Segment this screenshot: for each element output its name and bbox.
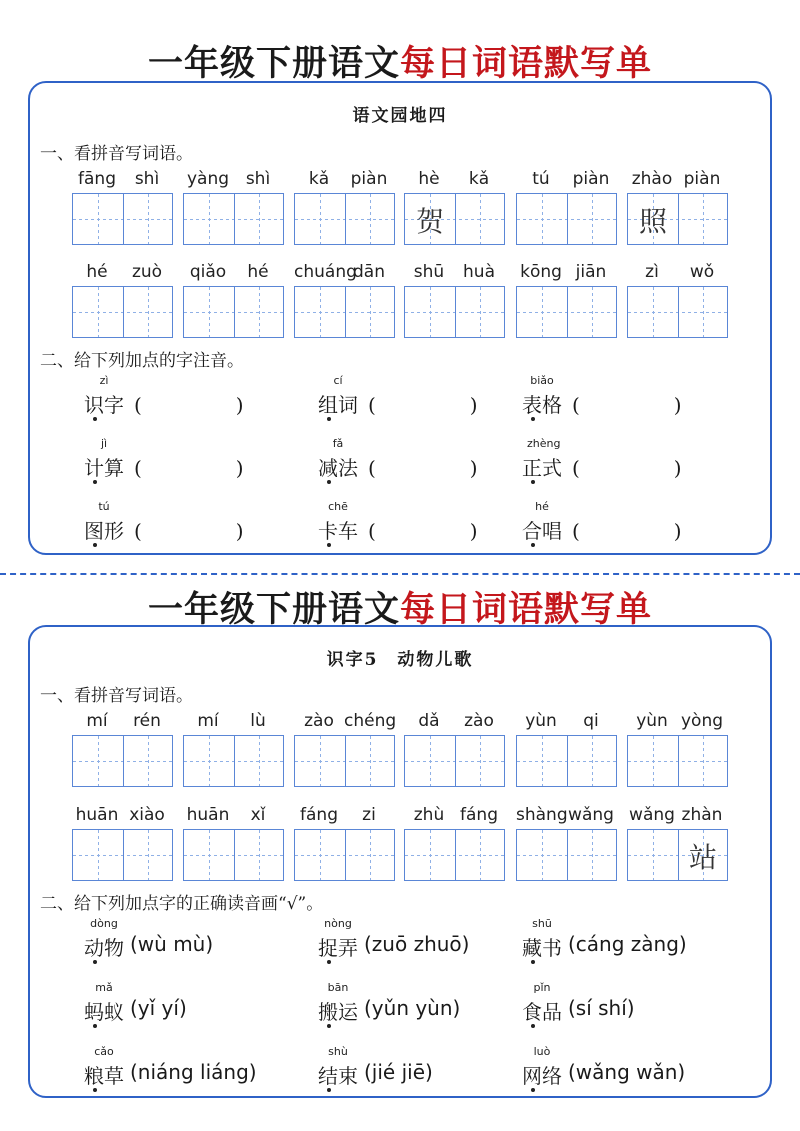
item-word: 识字 xyxy=(84,393,124,417)
sheet2-title-red: 每日词语默写单 xyxy=(400,589,653,630)
writing-grid-box[interactable] xyxy=(72,286,173,338)
item-pinyin: shū xyxy=(532,917,552,930)
pinyin-syllable: tú xyxy=(532,169,550,189)
writing-grid-box[interactable] xyxy=(183,829,284,881)
sheet2-pinyin-row-2 xyxy=(0,805,800,829)
item-pinyin: hé xyxy=(535,500,549,513)
item-word: 藏书 xyxy=(522,936,562,960)
pinyin-syllable: shì xyxy=(134,169,160,189)
pinyin-syllable: hé xyxy=(86,262,108,282)
emphasis-dot xyxy=(531,480,535,484)
pinyin-syllable: chuáng xyxy=(294,262,357,282)
item-word: 正式 xyxy=(522,456,562,480)
grid-character: 站 xyxy=(688,841,717,874)
item-word: 卡车 xyxy=(318,519,358,543)
writing-grid-box[interactable] xyxy=(516,286,617,338)
pinyin-syllable: fāng xyxy=(78,169,116,189)
pinyin-syllable: qiǎo xyxy=(189,262,227,282)
item-pinyin: fǎ xyxy=(332,437,344,450)
item-word: 减法 xyxy=(318,456,358,480)
answer-parentheses[interactable]: ( ) xyxy=(368,393,496,417)
sheet1-title-red: 每日词语默写单 xyxy=(400,43,653,84)
sheet2-pinyin-row-1 xyxy=(0,711,800,735)
item-pinyin: mǎ xyxy=(95,981,113,994)
item-pinyin: cǎo xyxy=(94,1045,114,1058)
pinyin-syllable: chéng xyxy=(344,711,397,731)
item-pinyin: cí xyxy=(333,374,343,387)
item-word: 食品 xyxy=(522,1000,562,1024)
pinyin-syllable: yòng xyxy=(680,711,724,731)
sheet2-subtitle: 识字5 动物儿歌 xyxy=(326,650,474,670)
emphasis-dot xyxy=(93,417,97,421)
reading-options[interactable]: (sí shí) xyxy=(568,996,635,1020)
pinyin-syllable: zuò xyxy=(131,262,163,282)
emphasis-dot xyxy=(93,1088,97,1092)
pinyin-syllable: huān xyxy=(186,805,230,825)
sheet1-title-black: 一年级下册语文 xyxy=(147,44,400,84)
answer-parentheses[interactable]: ( ) xyxy=(572,393,700,417)
writing-grid-box[interactable] xyxy=(183,286,284,338)
emphasis-dot xyxy=(327,417,331,421)
item-word: 网络 xyxy=(522,1064,562,1088)
pinyin-syllable: piàn xyxy=(350,169,388,189)
reading-options[interactable]: (wǎng wǎn) xyxy=(568,1060,686,1084)
pinyin-syllable: fáng xyxy=(300,805,338,825)
writing-grid-box[interactable] xyxy=(404,829,505,881)
reading-options[interactable]: (jié jiē) xyxy=(364,1060,433,1084)
sheet1-title xyxy=(0,36,800,86)
pinyin-syllable: zi xyxy=(362,805,376,825)
sheet2-section2-heading: 二、给下列加点字的正确读音画“√”。 xyxy=(40,894,324,914)
pinyin-syllable: shū xyxy=(413,262,445,282)
emphasis-dot xyxy=(531,417,535,421)
item-word: 粮草 xyxy=(84,1064,124,1088)
answer-parentheses[interactable]: ( ) xyxy=(572,519,700,543)
pinyin-syllable: qi xyxy=(583,711,599,731)
pinyin-syllable: jiān xyxy=(575,262,607,282)
pinyin-syllable: yàng xyxy=(186,169,230,189)
pinyin-syllable: piàn xyxy=(572,169,610,189)
item-pinyin: jì xyxy=(100,437,108,450)
emphasis-dot xyxy=(531,960,535,964)
emphasis-dot xyxy=(327,543,331,547)
answer-parentheses[interactable]: ( ) xyxy=(134,519,262,543)
item-pinyin: luò xyxy=(533,1045,551,1058)
answer-parentheses[interactable]: ( ) xyxy=(368,456,496,480)
writing-grid-box[interactable] xyxy=(72,735,173,787)
writing-grid-box[interactable] xyxy=(72,829,173,881)
item-pinyin: bān xyxy=(327,981,349,994)
pinyin-syllable: zhào xyxy=(631,169,673,189)
emphasis-dot xyxy=(93,960,97,964)
writing-grid-box[interactable] xyxy=(516,735,617,787)
pinyin-syllable: mí xyxy=(86,711,108,731)
writing-grid-box[interactable] xyxy=(404,735,505,787)
pinyin-syllable: zào xyxy=(464,711,494,731)
item-pinyin: nòng xyxy=(324,917,352,930)
pinyin-syllable: kǎ xyxy=(308,169,330,189)
emphasis-dot xyxy=(327,1088,331,1092)
pinyin-syllable: hè xyxy=(418,169,440,189)
item-word: 蚂蚁 xyxy=(84,1000,124,1024)
pinyin-syllable: rén xyxy=(133,711,161,731)
writing-grid-box[interactable] xyxy=(627,829,728,881)
item-word: 合唱 xyxy=(522,519,562,543)
item-word: 搬运 xyxy=(318,1000,358,1024)
emphasis-dot xyxy=(531,543,535,547)
pinyin-syllable: huà xyxy=(463,262,495,282)
pinyin-syllable: shàng xyxy=(516,805,568,825)
writing-grid-box[interactable] xyxy=(516,193,617,245)
pinyin-syllable: wǎng xyxy=(568,805,614,825)
reading-options[interactable]: (yǔn yùn) xyxy=(364,996,461,1020)
writing-grid-box[interactable] xyxy=(294,193,395,245)
writing-grid-box[interactable] xyxy=(404,193,505,245)
grid-character: 贺 xyxy=(415,205,444,238)
pinyin-syllable: lù xyxy=(250,711,266,731)
writing-grid-box[interactable] xyxy=(294,829,395,881)
emphasis-dot xyxy=(531,1024,535,1028)
emphasis-dot xyxy=(327,1024,331,1028)
item-pinyin: dòng xyxy=(90,917,118,930)
writing-grid-box[interactable] xyxy=(404,286,505,338)
pinyin-syllable: yùn xyxy=(636,711,668,731)
emphasis-dot xyxy=(327,960,331,964)
writing-grid-box[interactable] xyxy=(72,193,173,245)
pinyin-syllable: wǒ xyxy=(689,262,715,282)
answer-parentheses[interactable]: ( ) xyxy=(134,393,262,417)
emphasis-dot xyxy=(93,1024,97,1028)
sheet1-section2-heading: 二、给下列加点的字注音。 xyxy=(40,351,244,371)
writing-grid-box[interactable] xyxy=(627,735,728,787)
pinyin-syllable: zhàn xyxy=(681,805,723,825)
sheet-divider xyxy=(0,573,800,575)
pinyin-syllable: kōng xyxy=(520,262,562,282)
item-pinyin: shù xyxy=(328,1045,348,1058)
item-pinyin: zhèng xyxy=(527,437,561,450)
item-word: 图形 xyxy=(84,519,124,543)
pinyin-syllable: yùn xyxy=(525,711,557,731)
pinyin-syllable: piàn xyxy=(683,169,721,189)
item-pinyin: tú xyxy=(98,500,110,513)
item-word: 组词 xyxy=(318,393,358,417)
pinyin-syllable: xiào xyxy=(129,805,165,825)
emphasis-dot xyxy=(327,480,331,484)
pinyin-syllable: wǎng xyxy=(629,805,675,825)
grid-character: 照 xyxy=(638,205,667,238)
sheet2-title-black: 一年级下册语文 xyxy=(147,590,400,630)
emphasis-dot xyxy=(93,480,97,484)
reading-options[interactable]: (wù mù) xyxy=(130,932,214,956)
writing-grid-box[interactable] xyxy=(294,735,395,787)
writing-grid-box[interactable] xyxy=(627,286,728,338)
sheet1-section1-heading: 一、看拼音写词语。 xyxy=(40,144,193,164)
writing-grid-box[interactable] xyxy=(294,286,395,338)
pinyin-syllable: dān xyxy=(353,262,385,282)
answer-parentheses[interactable]: ( ) xyxy=(134,456,262,480)
pinyin-syllable: zì xyxy=(645,262,659,282)
sheet1-pinyin-row-2 xyxy=(0,262,800,286)
pinyin-syllable: xǐ xyxy=(250,805,266,825)
reading-options[interactable]: (zuō zhuō) xyxy=(364,932,470,956)
sheet2-section1-heading: 一、看拼音写词语。 xyxy=(40,686,193,706)
answer-parentheses[interactable]: ( ) xyxy=(368,519,496,543)
pinyin-syllable: fáng xyxy=(460,805,498,825)
pinyin-syllable: zhù xyxy=(413,805,445,825)
item-word: 动物 xyxy=(84,936,124,960)
pinyin-syllable: hé xyxy=(247,262,269,282)
writing-grid-box[interactable] xyxy=(627,193,728,245)
pinyin-syllable: dǎ xyxy=(418,711,440,731)
item-pinyin: zì xyxy=(99,374,109,387)
item-word: 计算 xyxy=(84,456,124,480)
item-pinyin: biǎo xyxy=(530,374,554,387)
reading-options[interactable]: (niáng liáng) xyxy=(130,1060,257,1084)
emphasis-dot xyxy=(93,543,97,547)
answer-parentheses[interactable]: ( ) xyxy=(572,456,700,480)
writing-grid-box[interactable] xyxy=(183,193,284,245)
pinyin-syllable: shì xyxy=(245,169,271,189)
sheet1-subtitle: 语文园地四 xyxy=(352,106,448,126)
emphasis-dot xyxy=(531,1088,535,1092)
pinyin-syllable: mí xyxy=(197,711,219,731)
reading-options[interactable]: (yǐ yí) xyxy=(130,996,187,1020)
writing-grid-box[interactable] xyxy=(183,735,284,787)
reading-options[interactable]: (cáng zàng) xyxy=(568,932,687,956)
item-pinyin: pǐn xyxy=(533,981,551,994)
item-word: 捉弄 xyxy=(318,936,358,960)
sheet1-pinyin-row-1 xyxy=(0,169,800,193)
item-word: 表格 xyxy=(522,393,562,417)
pinyin-syllable: huān xyxy=(75,805,119,825)
item-pinyin: chē xyxy=(328,500,348,513)
item-word: 结束 xyxy=(318,1064,358,1088)
pinyin-syllable: zào xyxy=(304,711,334,731)
writing-grid-box[interactable] xyxy=(516,829,617,881)
pinyin-syllable: kǎ xyxy=(468,169,490,189)
